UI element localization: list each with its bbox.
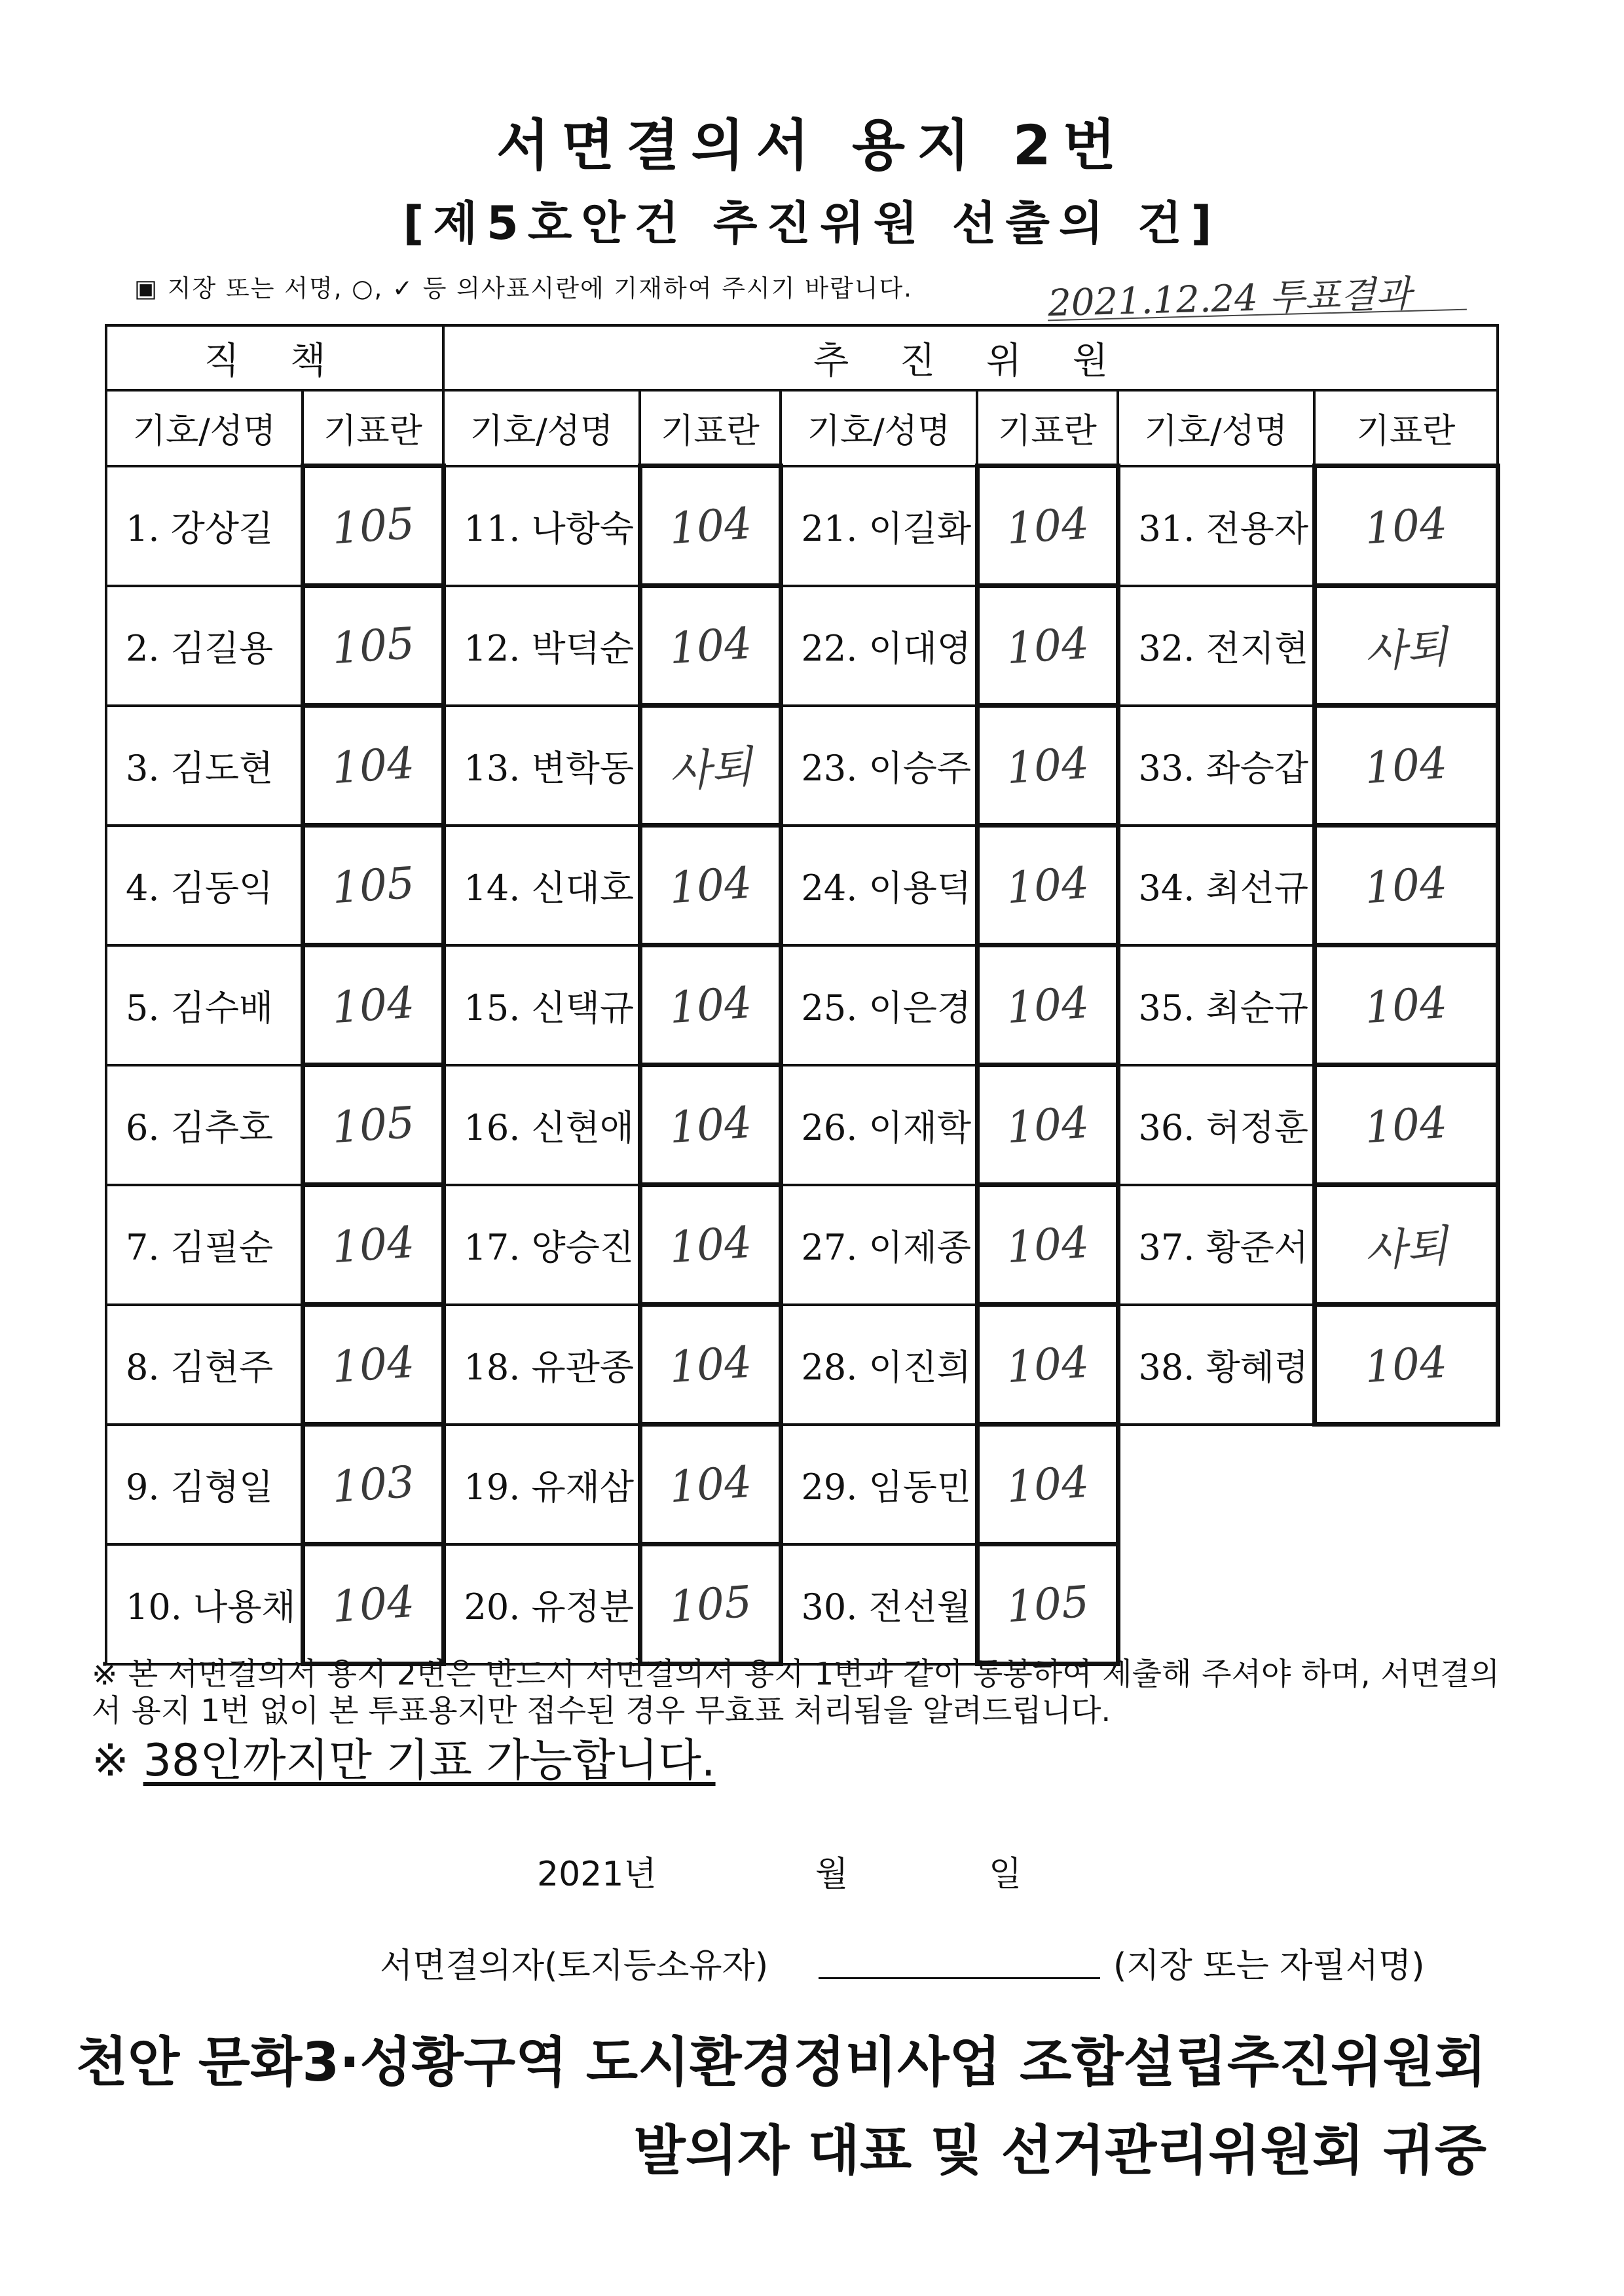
vote-box[interactable] [977,826,1118,945]
handwritten-vote: 104 [1004,1216,1091,1273]
candidate-name: 13. 변학동 [443,706,640,826]
document-title: 서면결의서 용지 2번 [496,113,1128,177]
handwritten-vote: 104 [667,617,754,674]
col-header-name: 기호/성명 [781,390,977,466]
handwritten-note: 2021.12.24 투표결과 [1047,272,1412,325]
table-row [106,1305,1498,1425]
vote-box[interactable] [977,586,1118,706]
candidate-name: 21. 이길화 [781,466,977,586]
candidate-name: 23. 이승주 [781,706,977,826]
candidate-name: 2. 김길용 [106,586,303,706]
date-month: 월 [815,1855,849,1894]
handwritten-vote: 104 [667,977,754,1033]
handwritten-vote: 104 [1363,977,1449,1033]
candidate-name: 37. 황준서 [1118,1185,1314,1305]
document-subtitle: [제5호안건 추진위원 선출의 건] [403,196,1221,250]
candidate-name: 20. 유정분 [443,1544,640,1664]
vote-box[interactable] [977,1185,1118,1305]
candidate-name: 17. 양승진 [443,1185,640,1305]
vote-box[interactable] [1314,826,1498,945]
candidate-name: 16. 신현애 [443,1065,640,1185]
handwritten-vote: 105 [1004,1576,1091,1632]
vote-box[interactable] [303,1544,443,1664]
vote-box[interactable] [303,1305,443,1425]
handwritten-vote: 104 [329,737,416,793]
vote-box[interactable] [977,945,1118,1065]
handwritten-vote: 104 [667,498,754,554]
table-row [106,706,1498,826]
col-header-vote: 기표란 [977,390,1118,466]
table-row [106,945,1498,1065]
addressee-line-2: 발의자 대표 및 선거관리위원회 귀중 [633,2120,1486,2182]
handwritten-vote: 104 [667,1097,754,1153]
handwritten-vote: 104 [1363,1097,1449,1153]
candidate-name: 31. 전용자 [1118,466,1314,586]
candidate-name: 38. 황혜령 [1118,1305,1314,1425]
handwritten-vote: 105 [329,617,416,674]
col-header-vote: 기표란 [1314,390,1498,466]
candidate-name: 12. 박덕순 [443,586,640,706]
handwritten-vote: 104 [329,1216,416,1273]
handwritten-vote: 103 [329,1456,416,1512]
handwritten-vote: 사퇴 [1363,621,1450,678]
handwritten-vote: 104 [1004,737,1091,793]
vote-box[interactable] [977,466,1118,586]
addressee-line-1: 천안 문화3·성황구역 도시환경정비사업 조합설립추진위원회 [75,2032,1486,2094]
candidate-name: 3. 김도현 [106,706,303,826]
submission-note: ※ 본 서면결의서 용지 2번은 반드시 서면결의서 용지 1번과 같이 동봉하여 제출해 주셔야 하며, 서면결의서 용지 1번 없이 본 투표용지만 접수된 경우 무효표 처리됨을 알려드립니다. [92,1656,1500,1729]
handwritten-vote: 104 [1004,977,1091,1033]
handwritten-vote: 105 [329,498,416,554]
vote-box[interactable] [640,826,781,945]
handwritten-vote: 104 [667,857,754,913]
candidate-name: 14. 신대호 [443,826,640,945]
vote-box[interactable] [640,1425,781,1544]
candidate-name: 11. 나항숙 [443,466,640,586]
table-row [106,1425,1498,1544]
table-row [106,586,1498,706]
candidate-name: 5. 김수배 [106,945,303,1065]
vote-box[interactable] [303,1065,443,1185]
vote-box[interactable] [303,706,443,826]
handwritten-vote: 104 [1004,857,1091,913]
handwritten-vote: 104 [667,1456,754,1512]
vote-box[interactable] [1314,1185,1498,1305]
vote-box[interactable] [640,1544,781,1664]
handwritten-vote: 104 [329,1576,416,1632]
handwritten-vote: 104 [1363,1336,1449,1393]
vote-box[interactable] [977,1065,1118,1185]
handwritten-vote: 104 [1004,498,1091,554]
handwritten-vote: 105 [329,1097,416,1153]
col-header-name: 기호/성명 [443,390,640,466]
handwritten-vote: 104 [1363,737,1449,793]
candidate-name: 6. 김추호 [106,1065,303,1185]
candidate-name: 15. 신택규 [443,945,640,1065]
handwritten-vote: 사퇴 [1363,1220,1450,1277]
handwritten-vote: 104 [1004,1336,1091,1393]
candidate-name: 18. 유관종 [443,1305,640,1425]
vote-box[interactable] [1314,1305,1498,1425]
vote-box[interactable] [640,1185,781,1305]
candidate-name: 8. 김현주 [106,1305,303,1425]
candidate-name: 24. 이용덕 [781,826,977,945]
table-row [106,1544,1498,1664]
vote-box[interactable] [640,586,781,706]
handwritten-vote: 104 [667,1336,754,1393]
vote-limit-notice [92,1725,716,1789]
group-header-committee: 추 진 위 원 [443,325,1498,390]
vote-table [105,324,1500,1666]
note-mark: ※ [92,1735,129,1787]
handwritten-vote: 104 [1004,617,1091,674]
empty-cell [1118,1544,1314,1664]
handwritten-vote: 사퇴 [667,741,754,797]
vote-limit-text: 38인까지만 기표 가능합니다. [143,1735,716,1787]
date-year: 2021년 [537,1855,657,1894]
candidate-name: 4. 김동익 [106,826,303,945]
vote-box[interactable] [640,466,781,586]
col-header-name: 기호/성명 [106,390,303,466]
candidate-name: 19. 유재삼 [443,1425,640,1544]
handwritten-vote: 104 [1004,1097,1091,1153]
table-row [106,466,1498,586]
candidate-name: 7. 김필순 [106,1185,303,1305]
candidate-name: 25. 이은경 [781,945,977,1065]
handwritten-vote: 104 [667,1216,754,1273]
handwritten-vote: 104 [1004,1456,1091,1512]
vote-box[interactable] [303,586,443,706]
candidate-name: 33. 좌승갑 [1118,706,1314,826]
vote-box[interactable] [640,1065,781,1185]
signature-line[interactable] [819,1977,1100,1979]
candidate-name: 32. 전지현 [1118,586,1314,706]
candidate-name: 9. 김형일 [106,1425,303,1544]
candidate-name: 22. 이대영 [781,586,977,706]
empty-cell [1118,1425,1314,1544]
vote-box[interactable] [640,706,781,826]
empty-cell [1314,1425,1498,1544]
candidate-name: 27. 이제종 [781,1185,977,1305]
handwritten-vote: 104 [329,977,416,1033]
handwritten-vote: 105 [329,857,416,913]
candidate-name: 36. 허정훈 [1118,1065,1314,1185]
group-header-position: 직 책 [106,325,443,390]
handwritten-vote: 104 [1363,857,1449,913]
col-header-vote: 기표란 [640,390,781,466]
empty-cell [1314,1544,1498,1664]
vote-box[interactable] [640,1305,781,1425]
vote-box[interactable] [977,1425,1118,1544]
vote-box[interactable] [1314,706,1498,826]
vote-box[interactable] [303,1425,443,1544]
vote-box[interactable] [1314,945,1498,1065]
signer-label: 서면결의자(토지등소유자) [380,1946,769,1986]
table-row [106,826,1498,945]
date-day: 일 [989,1855,1022,1894]
vote-box[interactable] [303,1185,443,1305]
candidate-name: 34. 최선규 [1118,826,1314,945]
handwritten-vote: 104 [1363,498,1449,554]
instruction-text: ▣ 지장 또는 서명, ○, ✓ 등 의사표시란에 기재하여 주시기 바랍니다. [134,274,913,302]
vote-box[interactable] [1314,1065,1498,1185]
candidate-name: 1. 강상길 [106,466,303,586]
signature-type: (지장 또는 자필서명) [1113,1946,1425,1986]
vote-box[interactable] [303,466,443,586]
vote-box[interactable] [640,945,781,1065]
candidate-name: 30. 전선월 [781,1544,977,1664]
vote-box[interactable] [303,945,443,1065]
vote-box[interactable] [303,826,443,945]
candidate-name: 26. 이재학 [781,1065,977,1185]
vote-box[interactable] [977,1544,1118,1664]
vote-box[interactable] [977,706,1118,826]
table-row [106,1065,1498,1185]
handwritten-vote: 105 [667,1576,754,1632]
candidate-name: 35. 최순규 [1118,945,1314,1065]
candidate-name: 10. 나용채 [106,1544,303,1664]
table-row [106,1185,1498,1305]
vote-box[interactable] [1314,586,1498,706]
col-header-vote: 기표란 [303,390,443,466]
candidate-name: 28. 이진희 [781,1305,977,1425]
col-header-name: 기호/성명 [1118,390,1314,466]
candidate-name: 29. 임동민 [781,1425,977,1544]
vote-box[interactable] [1314,466,1498,586]
vote-box[interactable] [977,1305,1118,1425]
handwritten-vote: 104 [329,1336,416,1393]
